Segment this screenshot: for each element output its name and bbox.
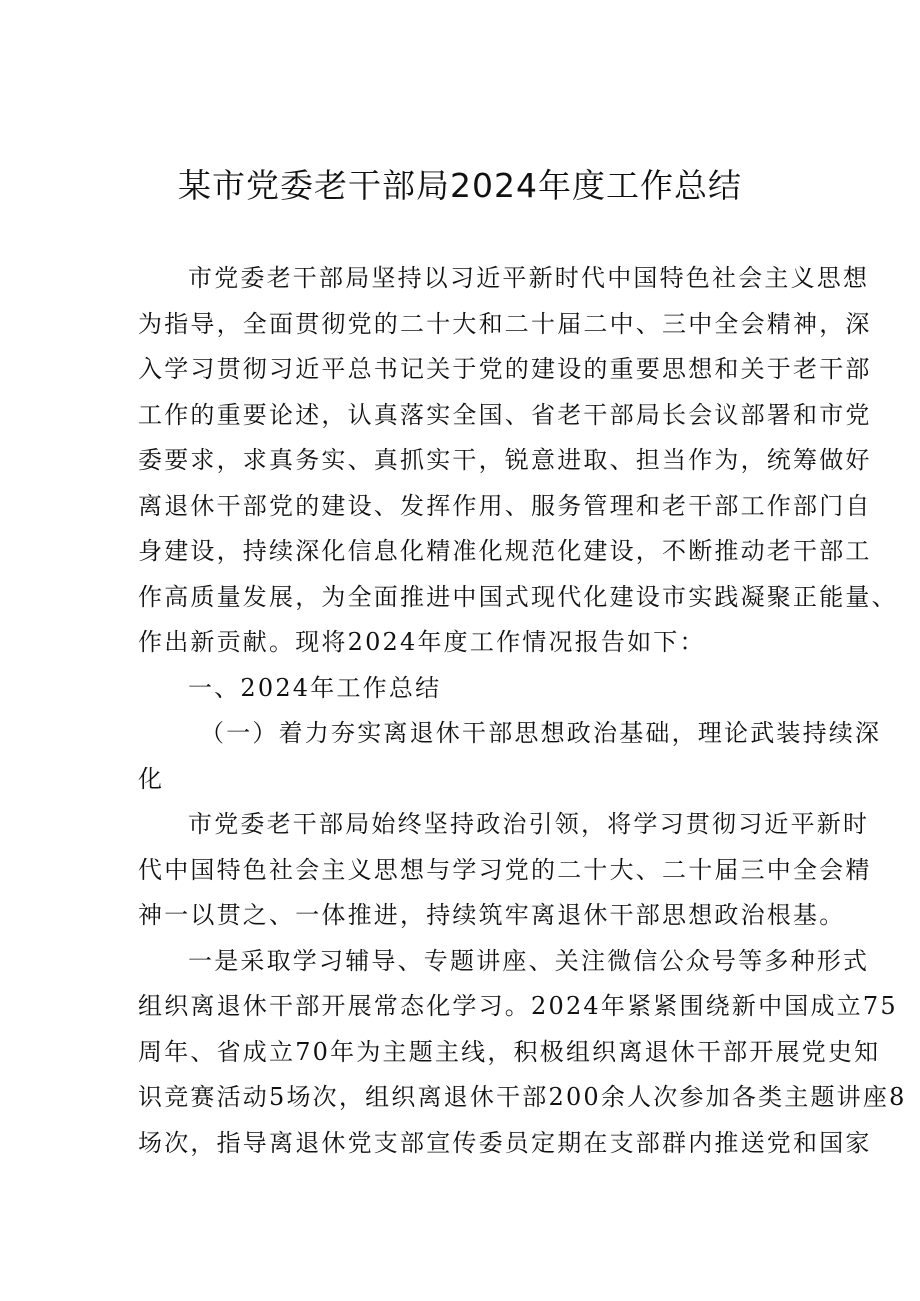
paragraph-line: 一是采取学习辅导、专题讲座、关注微信公众号等多种形式 bbox=[188, 946, 870, 975]
paragraph-line: 身建设，持续深化信息化精准化规范化建设，不断推动老干部工 bbox=[138, 537, 872, 565]
document-title: 某市党委老干部局2024年度工作总结 bbox=[178, 166, 742, 205]
paragraph-line: 作出新贡献。现将2024年度工作情况报告如下： bbox=[138, 628, 706, 656]
paragraph-line: 场次，指导离退休党支部宣传委员定期在支部群内推送党和国家 bbox=[138, 1128, 872, 1157]
paragraph-line: 离退休干部党的建设、发挥作用、服务管理和老干部工作部门自 bbox=[138, 491, 872, 520]
paragraph-line: 代中国特色社会主义思想与学习党的二十大、二十届三中全会精 bbox=[138, 855, 872, 884]
paragraph-line: 市党委老干部局坚持以习近平新时代中国特色社会主义思想 bbox=[188, 264, 870, 292]
document-body bbox=[138, 256, 907, 1166]
paragraph-line: 组织离退休干部开展常态化学习。2024年紧紧围绕新中国成立75 bbox=[138, 992, 898, 1020]
paragraph-line: 入学习贯彻习近平总书记关于党的建设的重要思想和关于老干部 bbox=[138, 355, 872, 383]
paragraph-line: 市党委老干部局始终坚持政治引领，将学习贯彻习近平新时 bbox=[188, 810, 870, 838]
paragraph-line: 作高质量发展，为全面推进中国式现代化建设市实践凝聚正能量、 bbox=[138, 582, 898, 611]
paragraph-line: 委要求，求真务实、真抓实干，锐意进取、担当作为，统筹做好 bbox=[138, 446, 872, 474]
paragraph-line: 神一以贯之、一体推进，持续筑牢离退休干部思想政治根基。 bbox=[138, 901, 846, 929]
paragraph-line: 为指导，全面贯彻党的二十大和二十届二中、三中全会精神，深 bbox=[138, 309, 872, 338]
paragraph-line: 识竞赛活动5场次，组织离退休干部200余人次参加各类主题讲座8 bbox=[138, 1083, 907, 1111]
subsection-heading: （一）着力夯实离退休干部思想政治基础，理论武装持续深 bbox=[200, 719, 882, 747]
paragraph-line: 周年、省成立70年为主题主线，积极组织离退休干部开展党史知 bbox=[138, 1037, 881, 1066]
paragraph-line: 工作的重要论述，认真落实全国、省老干部局长会议部署和市党 bbox=[138, 400, 872, 429]
section-heading: 一、2024年工作总结 bbox=[188, 673, 442, 702]
subsection-heading-continued: 化 bbox=[138, 764, 165, 793]
